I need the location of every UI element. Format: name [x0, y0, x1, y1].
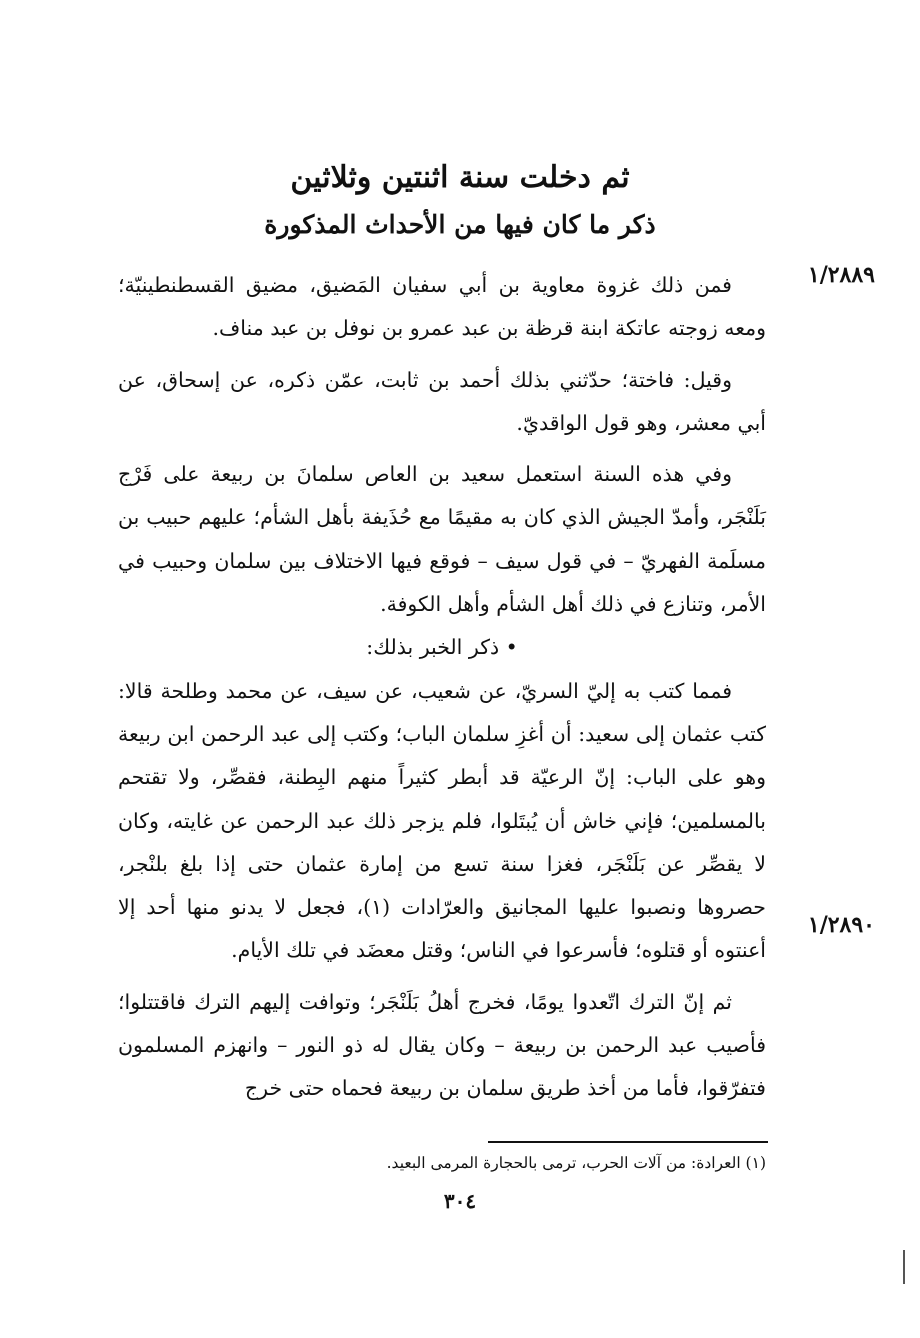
paragraph: فمن ذلك غزوة معاوية بن أبي سفيان المَضيق، مضيق القسطنطينيّة؛ ومعه زوجته عاتكة ابنة قرظة بن عبد عمرو بن نوفل بن عبد مناف.	[118, 273, 766, 341]
page-title: ثم دخلت سنة اثنتين وثلاثين	[290, 160, 630, 195]
section-heading: • ذكر الخبر بذلك:	[366, 635, 518, 660]
margin-reference-number: ١/٢٨٨٩	[807, 262, 875, 288]
main-text	[118, 264, 766, 1111]
footnote: (١) العرادة: من آلات الحرب، ترمى بالحجارة المرمى البعيد.	[386, 1154, 766, 1172]
paragraph: فمما كتب به إليّ السريّ، عن شعيب، عن سيف، عن محمد وطلحة قالا: كتب عثمان إلى سعيد: أن أغزِ سلمان الباب؛ وكتب إلى عبد الرحمن ابن ربيعة وهو على الباب: إنّ الرعيّة قد أبطر كثيراً منهم البِطنة، فقصِّر، ولا تقتحم بالمسلمين؛ فإني خاش أن يُبتَلوا، فلم يزجر ذلك عبد الرحمن عن غايته، وكان لا يقصِّر عن بَلَنْجَر، فغزا سنة تسع من إمارة عثمان حتى إذا بلغ بلنْجر، حصروها ونصبوا عليها المجانيق والعرّادات (١)، فجعل لا يدنو منها أحد إلا أعنتوه أو قتلوه؛ فأسرعوا في الناس؛ وقتل معضَد في تلك الأيام.	[118, 678, 766, 963]
section-subtitle: ذكر ما كان فيها من الأحداث المذكورة	[264, 210, 656, 239]
margin-reference-number: ١/٢٨٩٠	[807, 912, 875, 938]
paragraph: وقيل: فاختة؛ حدّثني بذلك أحمد بن ثابت، عمّن ذكره، عن إسحاق، عن أبي معشر، وهو قول الواقديّ.	[118, 367, 766, 435]
scan-artifact-line	[903, 1250, 905, 1284]
paragraph: ثم إنّ الترك اتّعدوا يومًا، فخرج أهلُ بَلَنْجَر؛ وتوافت إليهم الترك فاقتتلوا؛ فأصيب عبد الرحمن بن ربيعة – وكان يقال له ذو النور – وانهزم المسلمون فتفرّقوا، فأما من أخذ طريق سلمان بن ربيعة فحماه حتى خرج	[118, 989, 766, 1101]
page-number: ٣٠٤	[443, 1189, 477, 1213]
footnote-divider	[488, 1141, 768, 1143]
paragraph: وفي هذه السنة استعمل سعيد بن العاص سلمانَ بن ربيعة على فَرْج بَلَنْجَر، وأمدّ الجيش الذي كان به مقيمًا مع حُذَيفة بأهل الشأم؛ عليهم حبيب بن مسلَمة الفهريّ – في قول سيف – فوقع فيها الاختلاف بين سلمان وحبيب في الأمر، وتنازع في ذلك أهل الشأم وأهل الكوفة.	[118, 462, 766, 617]
